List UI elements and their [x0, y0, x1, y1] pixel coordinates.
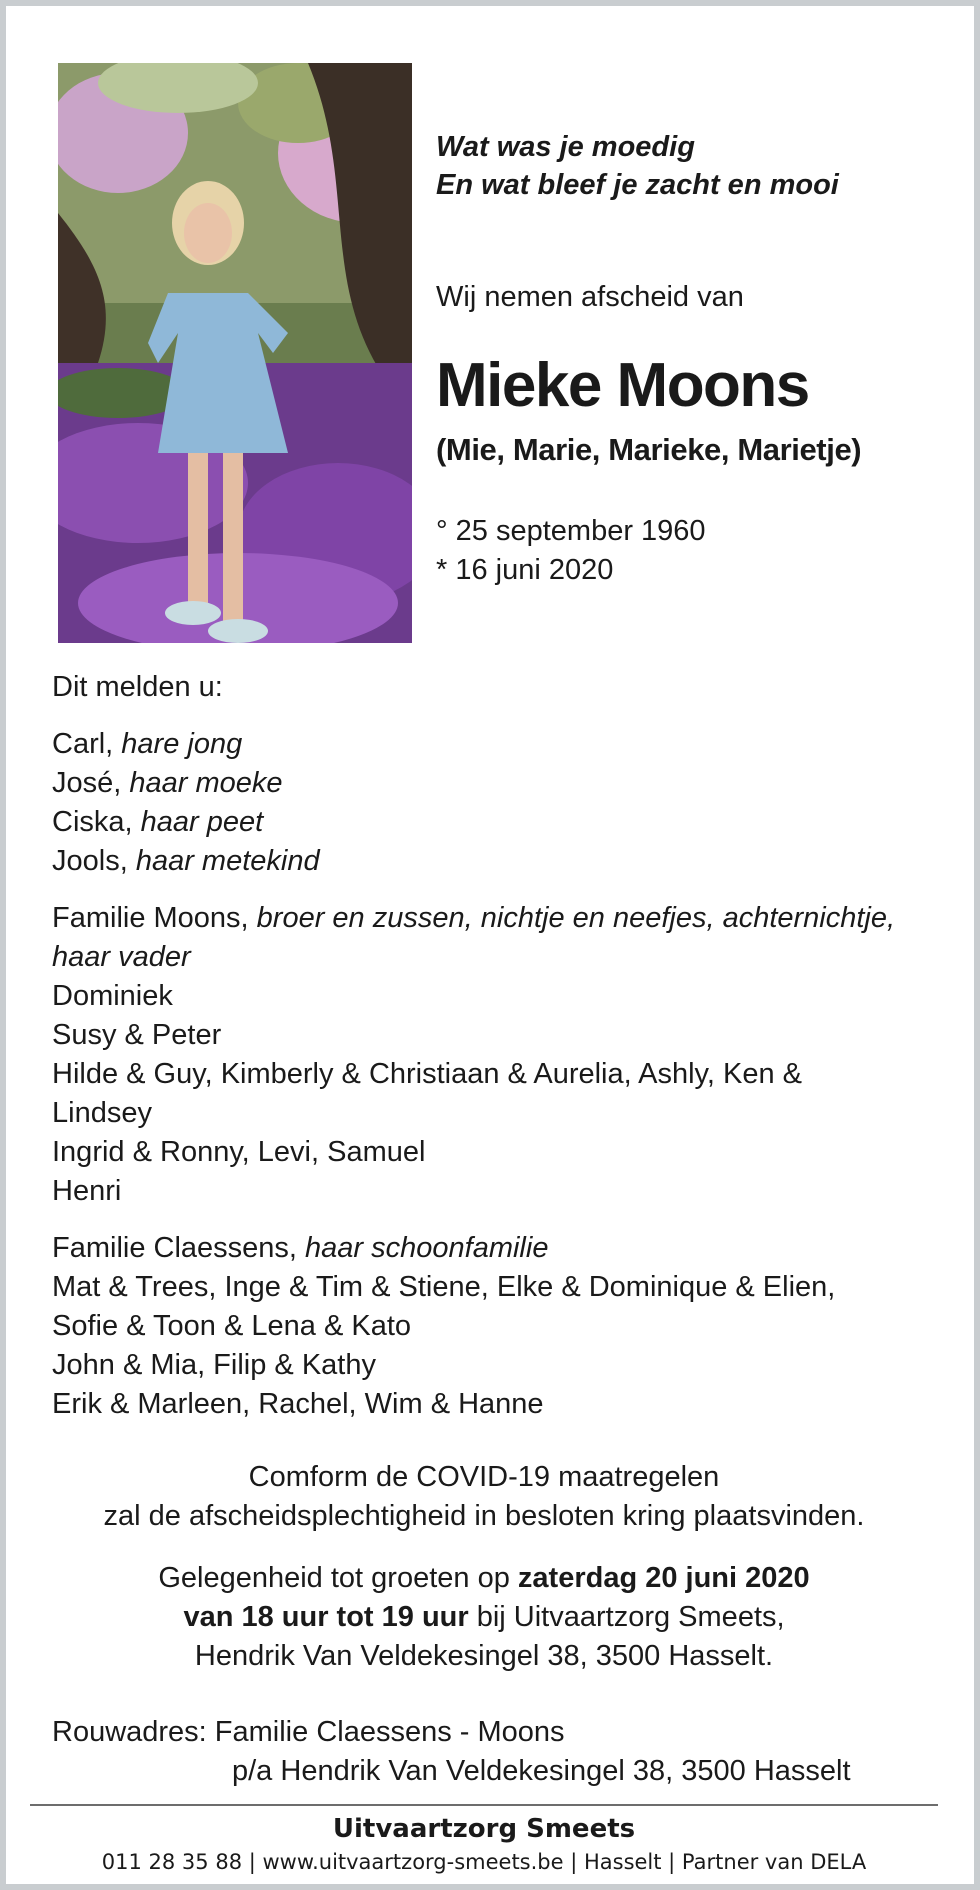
death-date: * 16 juni 2020: [436, 554, 614, 586]
greeting-line-2: van 18 uur tot 19 uur bij Uitvaartzorg Smeets,: [183, 1601, 785, 1633]
covid-notice: [0, 1458, 968, 1536]
family-member: Hilde & Guy, Kimberly & Christiaan & Aurelia, Ashly, Ken &: [52, 1058, 803, 1090]
birth-date: ° 25 september 1960: [436, 515, 706, 547]
family-member: Mat & Trees, Inge & Tim & Stiene, Elke & Dominique & Elien,: [52, 1271, 836, 1303]
footer-divider: [30, 1804, 938, 1806]
covid-line-1: Comform de COVID-19 maatregelen: [248, 1461, 720, 1493]
family-member: Lindsey: [52, 1097, 152, 1129]
family-member: Sofie & Toon & Lena & Kato: [52, 1310, 412, 1342]
greeting-line-1: Gelegenheid tot groeten op zaterdag 20 juni 2020: [158, 1562, 810, 1594]
family-member: Ciska, haar peet: [52, 806, 264, 838]
claessens-family-heading: Familie Claessens, haar schoonfamilie: [52, 1232, 549, 1264]
address-line-1: Rouwadres: Familie Claessens - Moons: [52, 1716, 565, 1748]
greeting-date: zaterdag 20 juni 2020: [517, 1562, 810, 1594]
address-line-2: p/a Hendrik Van Veldekesingel 38, 3500 Hasselt: [232, 1755, 851, 1787]
portrait-photo: [58, 63, 412, 643]
memorial-quote: [436, 128, 839, 204]
deceased-name: Mieke Moons: [436, 351, 809, 420]
family-member: José, haar moeke: [52, 767, 283, 799]
life-dates: [436, 512, 706, 590]
moons-family-heading: Familie Moons, broer en zussen, nichtje en neefjes, achternichtje,: [52, 902, 896, 934]
family-member: John & Mia, Filip & Kathy: [52, 1349, 376, 1381]
close-family-group: [52, 725, 932, 881]
funeral-home-contact: 011 28 35 88 | www.uitvaartzorg-smeets.be | Hasselt | Partner van DELA: [101, 1850, 867, 1874]
moons-family-group: [52, 899, 932, 1211]
family-list: [52, 668, 932, 1424]
quote-line-2: En wat bleef je zacht en mooi: [436, 169, 839, 201]
intro-text: Wij nemen afscheid van: [436, 281, 744, 313]
family-member: Erik & Marleen, Rachel, Wim & Hanne: [52, 1388, 544, 1420]
family-member: Dominiek: [52, 980, 173, 1012]
covid-line-2: zal de afscheidsplechtigheid in besloten kring plaatsvinden.: [103, 1500, 865, 1532]
deceased-nicknames: (Mie, Marie, Marieke, Marietje): [436, 432, 862, 467]
greeting-address: Hendrik Van Veldekesingel 38, 3500 Hasselt.: [194, 1640, 774, 1672]
moons-family-relation: haar vader: [52, 941, 191, 973]
family-member: Ingrid & Ronny, Levi, Samuel: [52, 1136, 426, 1168]
funeral-home-name: Uitvaartzorg Smeets: [332, 1814, 636, 1844]
mourning-address: [52, 1713, 851, 1791]
family-member: Carl, hare jong: [52, 728, 243, 760]
greeting-time: van 18 uur tot 19 uur: [183, 1601, 469, 1633]
greeting-info: [0, 1559, 968, 1676]
family-member: Susy & Peter: [52, 1019, 222, 1051]
claessens-family-group: [52, 1229, 932, 1424]
family-member: Jools, haar metekind: [52, 845, 320, 877]
announce-text: Dit melden u:: [52, 671, 223, 703]
family-member: Henri: [52, 1175, 122, 1207]
quote-line-1: Wat was je moedig: [436, 131, 695, 163]
